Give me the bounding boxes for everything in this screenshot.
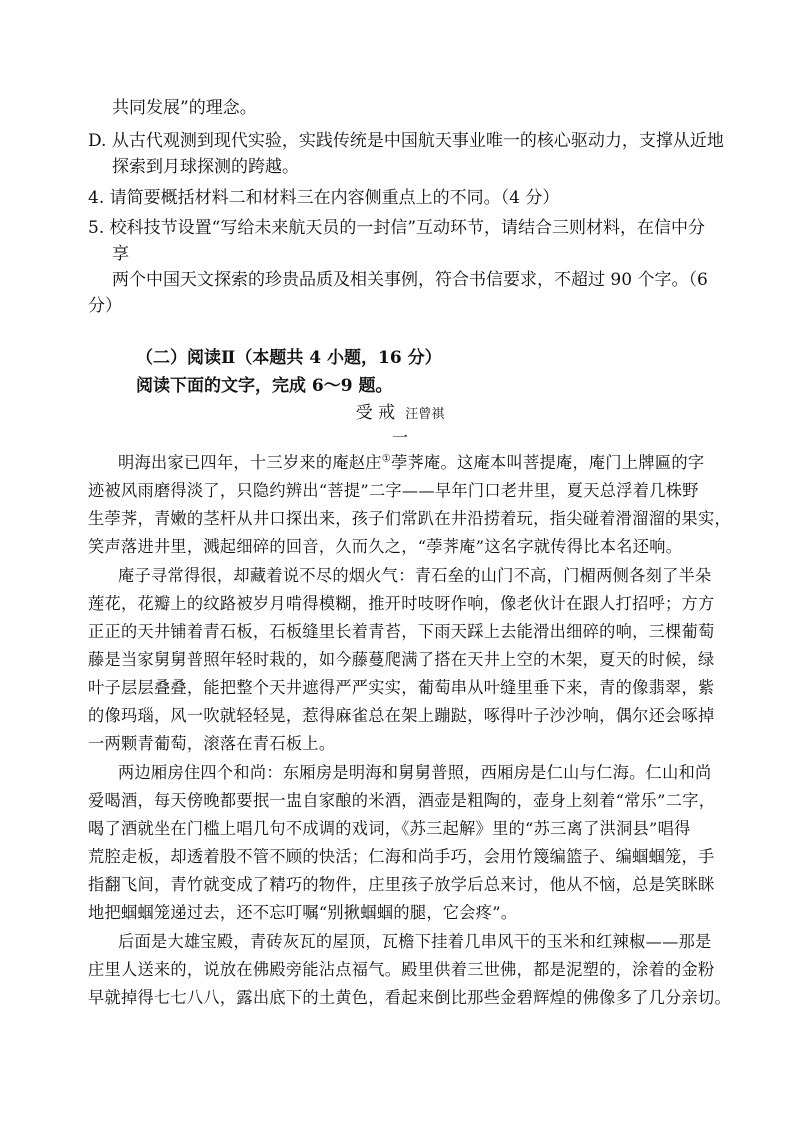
para1-line-2: 迹被风雨磨得淡了，只隐约辨出“菩提”二字——早年门口老井里，夏天总浮着几株野 bbox=[88, 481, 699, 500]
para3-line-2: 爱喝酒，每天傍晚都要抿一盅自家酿的米酒，酒壶是粗陶的，壶身上刻着“常乐”二字， bbox=[88, 791, 716, 810]
para2-line-6: 的像玛瑙，风一吹就轻轻晃，惹得麻雀总在架上蹦跶，啄得叶子沙沙响，偶尔还会啄掉 bbox=[88, 706, 715, 725]
para2-line-3: 正正的天井铺着青石板，石板缝里长着青苔，下雨天踩上去能滑出细碎的响，三棵葡萄 bbox=[88, 622, 715, 641]
para2-line-5: 叶子层层叠叠，能把整个天井遮得严严实实，葡萄串从叶缝里垂下来，青的像翡翠，紫 bbox=[88, 678, 715, 697]
continued-text: 共同发展”的理念。 bbox=[112, 98, 257, 118]
para2-line-1: 庵子寻常得很，却藏着说不尽的烟火气：青石垒的山门不高，门楣两侧各刻了半朵 bbox=[118, 566, 712, 585]
footnote-mark: ① bbox=[381, 453, 392, 465]
section-instruction: 阅读下面的文字，完成 6～9 题。 bbox=[136, 376, 393, 396]
para3-line-4: 荒腔走板，却透着股不管不顾的快活；仁海和尚手巧，会用竹篾编篮子、编蝈蝈笼，手 bbox=[88, 847, 715, 866]
para2-line-4: 藤是当家舅舅普照年轻时栽的，如今藤蔓爬满了搭在天井上空的木架，夏天的时候，绿 bbox=[88, 650, 715, 669]
section-heading: （二）阅读Ⅱ（本题共 4 小题，16 分） bbox=[136, 348, 442, 368]
question-5-line-3: 两个中国天文探索的珍贵品质及相关事例，符合书信要求，不超过 90 个字。（6 bbox=[112, 270, 708, 290]
para4-line-3: 早就掉得七七八八，露出底下的土黄色，看起来倒比那些金碧辉煌的佛像多了几分亲切。 bbox=[88, 988, 732, 1007]
para1-line-1: 明海出家已四年，十三岁来的庵赵庄①荸荠庵。这庵本叫菩提庵，庵门上牌匾的字 bbox=[118, 453, 705, 472]
part-number: 一 bbox=[391, 428, 408, 447]
option-d-line-1: D. 从古代观测到现代实验，实践传统是中国航天事业唯一的核心驱动力，支撑从近地 bbox=[88, 131, 724, 151]
question-5-line-4: 分） bbox=[88, 296, 122, 316]
para2-line-7: 一两颗青葡萄，滚落在青石板上。 bbox=[88, 734, 336, 753]
question-5-line-1: 5. 校科技节设置“写给未来航天员的一封信”互动环节，请结合三则材料，在信中分 bbox=[88, 218, 706, 238]
story-title: 受 戒 bbox=[355, 403, 396, 423]
para3-line-6: 地把蝈蝈笼递过去，还不忘叮嘱“别揪蝈蝈的腿，它会疼”。 bbox=[88, 903, 518, 922]
story-author: 汪曾祺 bbox=[405, 407, 445, 422]
question-5-line-2: 享 bbox=[112, 244, 129, 264]
question-4: 4. 请简要概括材料二和材料三在内容侧重点上的不同。（4 分） bbox=[88, 188, 560, 208]
para3-line-3: 喝了酒就坐在门槛上唱几句不成调的戏词，《苏三起解》里的“苏三离了洪洞县”唱得 bbox=[88, 819, 691, 838]
para3-line-1: 两边厢房住四个和尚：东厢房是明海和舅舅普照，西厢房是仁山与仁海。仁山和尚 bbox=[118, 763, 712, 782]
para2-line-2: 莲花，花瓣上的纹路被岁月啃得模糊，推开时吱呀作响，像老伙计在跟人打招呼；方方 bbox=[88, 594, 715, 613]
option-d-line-2: 探索到月球探测的跨越。 bbox=[112, 157, 299, 177]
para1-line-3: 生荸荠，青嫩的茎杆从井口探出来，孩子们常趴在井沿捞着玩，指尖碰着滑溜溜的果实， bbox=[88, 509, 732, 528]
story-title-row bbox=[0, 400, 800, 428]
para1-line-4: 笑声落进井里，溅起细碎的回音，久而久之，“荸荠庵”这名字就传得比本名还响。 bbox=[88, 537, 683, 556]
para4-line-2: 庄里人送来的，说放在佛殿旁能沾点福气。殿里供着三世佛，都是泥塑的，涂着的金粉 bbox=[88, 960, 715, 979]
para3-line-5: 指翻飞间，青竹就变成了精巧的物件，庄里孩子放学后总来讨，他从不恼，总是笑眯眯 bbox=[88, 875, 715, 894]
para4-line-1: 后面是大雄宝殿，青砖灰瓦的屋顶，瓦檐下挂着几串风干的玉米和红辣椒——那是 bbox=[118, 932, 712, 951]
